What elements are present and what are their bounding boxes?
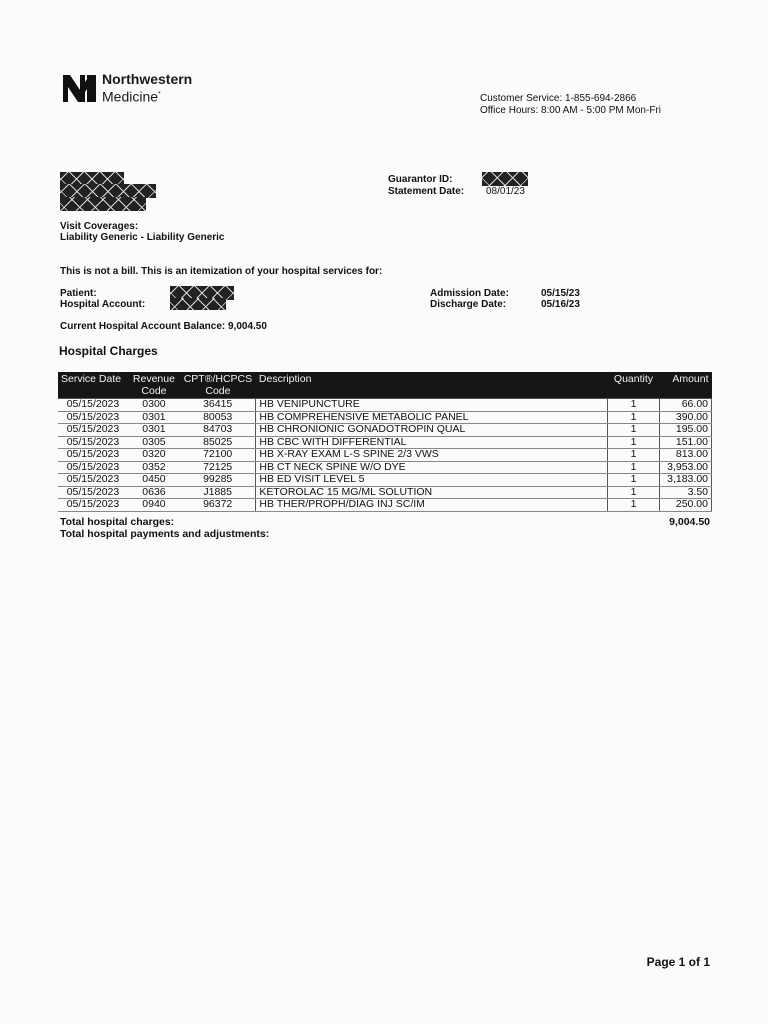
quantity-cell: 1 bbox=[608, 499, 660, 512]
table-row bbox=[58, 424, 712, 437]
col-quantity: Quantity bbox=[608, 372, 660, 399]
description-cell: HB VENIPUNCTURE bbox=[256, 399, 608, 412]
quantity-cell: 1 bbox=[608, 449, 660, 462]
service-date-cell: 05/15/2023 bbox=[58, 461, 128, 474]
table-row bbox=[58, 486, 712, 499]
table-row bbox=[58, 474, 712, 487]
amount-cell: 390.00 bbox=[659, 411, 711, 424]
col-service-date: Service Date bbox=[58, 372, 128, 399]
description-cell: HB CHRONIONIC GONADOTROPIN QUAL bbox=[256, 424, 608, 437]
table-row bbox=[58, 461, 712, 474]
amount-cell: 3.50 bbox=[659, 486, 711, 499]
discharge-date-label: Discharge Date: bbox=[430, 299, 507, 310]
table-row bbox=[58, 499, 712, 512]
account-balance: Current Hospital Account Balance: 9,004.50 bbox=[60, 321, 267, 332]
statement-date-label: Statement Date: bbox=[388, 186, 465, 197]
quantity-cell: 1 bbox=[608, 461, 660, 474]
patient-label: Patient: bbox=[60, 288, 97, 299]
service-date-cell: 05/15/2023 bbox=[58, 424, 128, 437]
amount-cell: 3,953.00 bbox=[659, 461, 711, 474]
discharge-date: 05/16/23 bbox=[541, 299, 580, 310]
revenue-code-cell: 0300 bbox=[128, 399, 180, 412]
total-charges-value: 9,004.50 bbox=[669, 516, 710, 528]
service-date-cell: 05/15/2023 bbox=[58, 411, 128, 424]
charges-body bbox=[58, 399, 712, 512]
itemization-notice: This is not a bill. This is an itemization of your hospital services for: bbox=[60, 266, 383, 277]
customer-service-phone: Customer Service: 1-855-694-2866 bbox=[480, 93, 637, 104]
table-row bbox=[58, 411, 712, 424]
revenue-code-cell: 0636 bbox=[128, 486, 180, 499]
cpt-code-cell: 36415 bbox=[180, 399, 256, 412]
cpt-code-cell: 84703 bbox=[180, 424, 256, 437]
description-cell: HB COMPREHENSIVE METABOLIC PANEL bbox=[256, 411, 608, 424]
col-cpt-code: CPT®/HCPCS Code bbox=[180, 372, 256, 399]
customer-service-block bbox=[480, 93, 661, 117]
description-cell: HB X-RAY EXAM L-S SPINE 2/3 VWS bbox=[256, 449, 608, 462]
revenue-code-cell: 0450 bbox=[128, 474, 180, 487]
cpt-code-cell: 72125 bbox=[180, 461, 256, 474]
visit-coverage: Liability Generic - Liability Generic bbox=[60, 232, 225, 243]
col-amount: Amount bbox=[659, 372, 711, 399]
col-description: Description bbox=[256, 372, 608, 399]
total-payments-label: Total hospital payments and adjustments: bbox=[60, 528, 270, 540]
description-cell: KETOROLAC 15 MG/ML SOLUTION bbox=[256, 486, 608, 499]
charges-table bbox=[58, 372, 712, 512]
cpt-code-cell: 80053 bbox=[180, 411, 256, 424]
admission-date: 05/15/23 bbox=[541, 288, 580, 299]
revenue-code-cell: 0305 bbox=[128, 436, 180, 449]
service-date-cell: 05/15/2023 bbox=[58, 449, 128, 462]
revenue-code-cell: 0320 bbox=[128, 449, 180, 462]
service-date-cell: 05/15/2023 bbox=[58, 436, 128, 449]
charges-header-row bbox=[58, 372, 712, 399]
revenue-code-cell: 0352 bbox=[128, 461, 180, 474]
description-cell: HB CBC WITH DIFFERENTIAL bbox=[256, 436, 608, 449]
col-revenue-code: Revenue Code bbox=[128, 372, 180, 399]
logo-sub: Medicine bbox=[102, 88, 159, 105]
nm-logo-icon bbox=[62, 73, 98, 103]
office-hours: Office Hours: 8:00 AM - 5:00 PM Mon-Fri bbox=[480, 105, 661, 116]
amount-cell: 151.00 bbox=[659, 436, 711, 449]
guarantor-id-label: Guarantor ID: bbox=[388, 174, 453, 185]
table-row bbox=[58, 399, 712, 412]
hospital-charges-title: Hospital Charges bbox=[59, 344, 158, 358]
redacted-guarantor-id bbox=[482, 172, 528, 186]
logo-name: Northwestern bbox=[102, 71, 193, 87]
revenue-code-cell: 0940 bbox=[128, 499, 180, 512]
admission-date-label: Admission Date: bbox=[430, 288, 509, 299]
visit-coverages-label: Visit Coverages: bbox=[60, 221, 139, 232]
quantity-cell: 1 bbox=[608, 436, 660, 449]
revenue-code-cell: 0301 bbox=[128, 424, 180, 437]
table-row bbox=[58, 436, 712, 449]
amount-cell: 3,183.00 bbox=[659, 474, 711, 487]
amount-cell: 250.00 bbox=[659, 499, 711, 512]
page-number: Page 1 of 1 bbox=[646, 955, 710, 969]
quantity-cell: 1 bbox=[608, 486, 660, 499]
service-date-cell: 05/15/2023 bbox=[58, 499, 128, 512]
cpt-code-cell: 85025 bbox=[180, 436, 256, 449]
quantity-cell: 1 bbox=[608, 424, 660, 437]
table-row bbox=[58, 449, 712, 462]
hospital-account-label: Hospital Account: bbox=[60, 299, 146, 310]
total-charges-label: Total hospital charges: bbox=[60, 516, 175, 528]
service-date-cell: 05/15/2023 bbox=[58, 486, 128, 499]
statement-date: 08/01/23 bbox=[486, 186, 525, 197]
redacted-address bbox=[60, 184, 156, 198]
amount-cell: 66.00 bbox=[659, 399, 711, 412]
quantity-cell: 1 bbox=[608, 399, 660, 412]
description-cell: HB THER/PROPH/DIAG INJ SC/IM bbox=[256, 499, 608, 512]
cpt-code-cell: 99285 bbox=[180, 474, 256, 487]
cpt-code-cell: 96372 bbox=[180, 499, 256, 512]
amount-cell: 195.00 bbox=[659, 424, 711, 437]
cpt-code-cell: J1885 bbox=[180, 486, 256, 499]
northwestern-medicine-logo: Northwestern Medicine* bbox=[62, 72, 192, 105]
service-date-cell: 05/15/2023 bbox=[58, 474, 128, 487]
redacted-account bbox=[170, 298, 226, 310]
amount-cell: 813.00 bbox=[659, 449, 711, 462]
revenue-code-cell: 0301 bbox=[128, 411, 180, 424]
description-cell: HB CT NECK SPINE W/O DYE bbox=[256, 461, 608, 474]
redacted-city bbox=[60, 197, 146, 211]
quantity-cell: 1 bbox=[608, 474, 660, 487]
service-date-cell: 05/15/2023 bbox=[58, 399, 128, 412]
description-cell: HB ED VISIT LEVEL 5 bbox=[256, 474, 608, 487]
quantity-cell: 1 bbox=[608, 411, 660, 424]
cpt-code-cell: 72100 bbox=[180, 449, 256, 462]
